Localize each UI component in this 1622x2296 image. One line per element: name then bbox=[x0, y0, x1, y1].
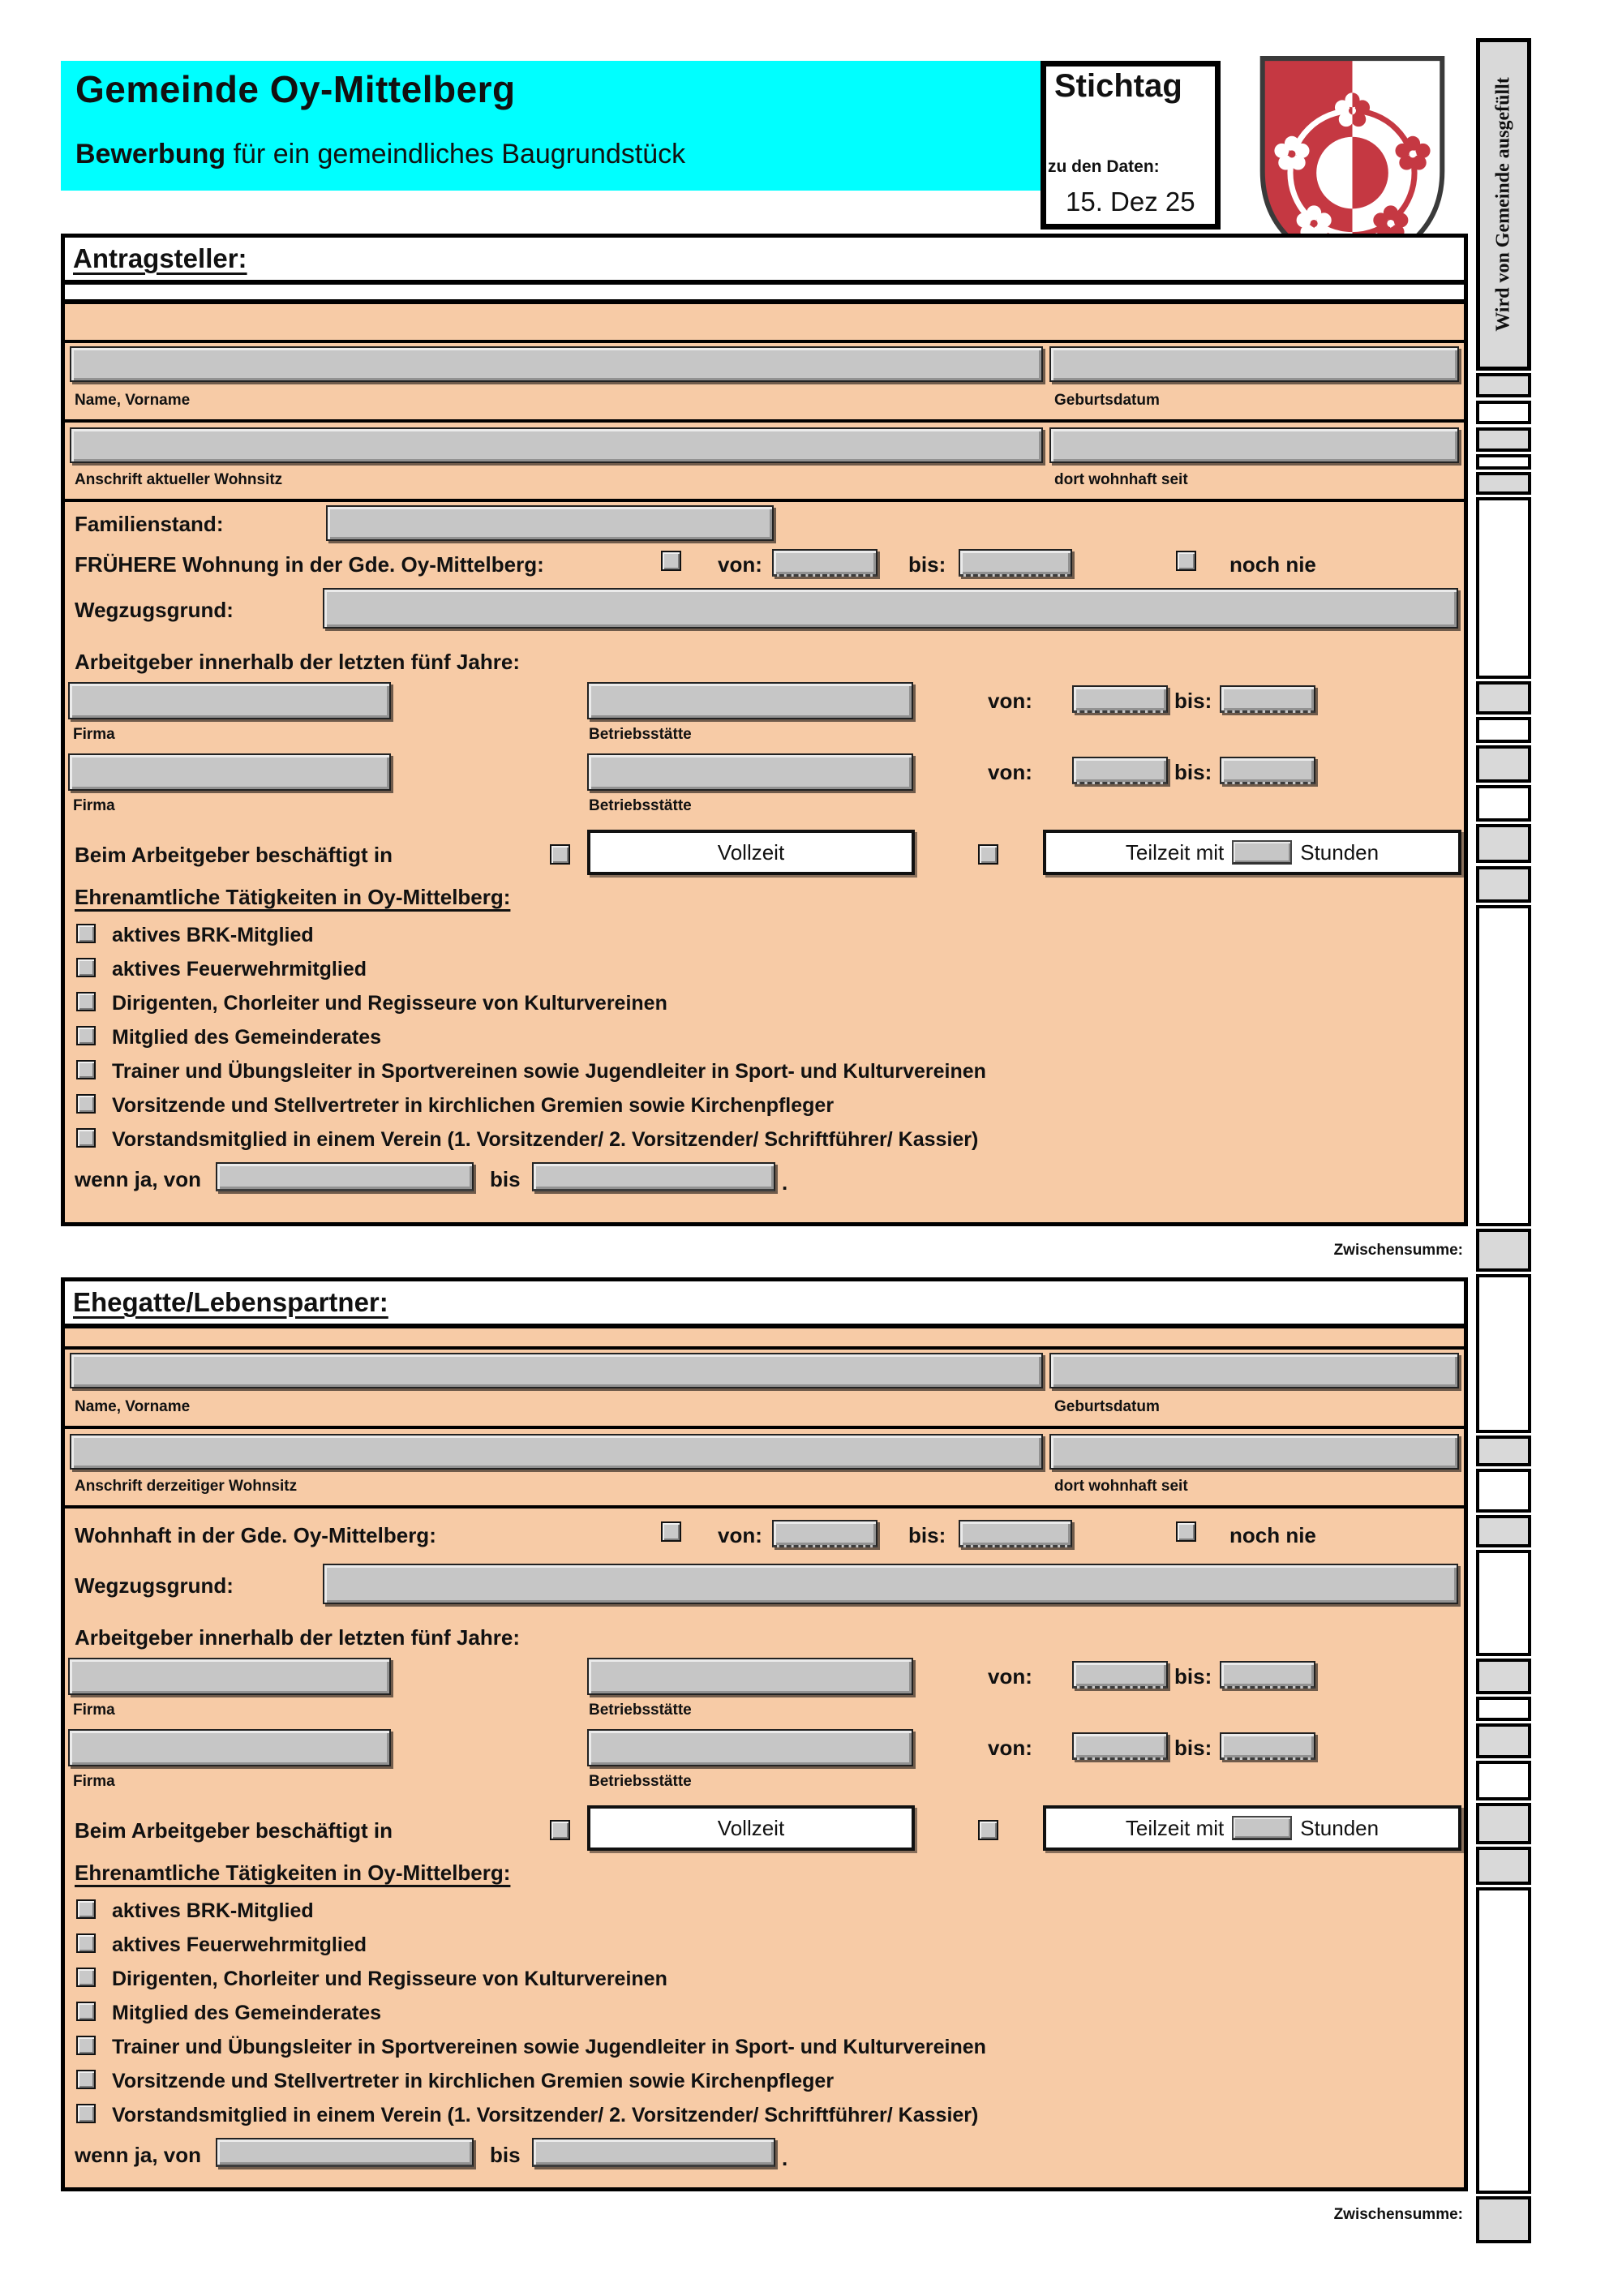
fulltime-checkbox[interactable] bbox=[550, 844, 570, 865]
if-yes-to-input[interactable] bbox=[532, 2138, 775, 2167]
honorary-item-label: Vorstandsmitglied in einem Verein (1. Vorsitzender/ 2. Vorsitzender/ Schriftführer/ Kassier) bbox=[112, 2104, 979, 2126]
from-label: von: bbox=[718, 1523, 762, 1547]
honorary-item-label: aktives Feuerwehrmitglied bbox=[112, 1933, 367, 1956]
official-use-cell[interactable] bbox=[1476, 1723, 1531, 1758]
employment-from-input[interactable] bbox=[1072, 1661, 1168, 1689]
site-label: Betriebsstätte bbox=[589, 797, 692, 814]
official-use-cell[interactable] bbox=[1476, 1550, 1531, 1656]
marital-status-input[interactable] bbox=[326, 505, 774, 541]
company-input[interactable] bbox=[68, 753, 391, 791]
subtotal-label: Zwischensumme: bbox=[1333, 1242, 1463, 1259]
honorary-checkbox[interactable] bbox=[76, 2104, 96, 2123]
subtotal-label: Zwischensumme: bbox=[1333, 2206, 1463, 2223]
previous-residence-checkbox[interactable] bbox=[661, 551, 681, 571]
employment-label: Beim Arbeitgeber beschäftigt in bbox=[75, 1818, 393, 1843]
company-label: Firma bbox=[73, 797, 115, 814]
official-use-cell[interactable] bbox=[1476, 427, 1531, 452]
fulltime-label: Vollzeit bbox=[717, 839, 785, 865]
address-input[interactable] bbox=[70, 427, 1043, 463]
spacer-band bbox=[65, 1328, 1464, 1350]
section-title: Antragsteller: bbox=[73, 243, 247, 273]
company-input[interactable] bbox=[68, 1729, 391, 1766]
employment-to-input[interactable] bbox=[1220, 1732, 1315, 1760]
honorary-item-label: aktives BRK-Mitglied bbox=[112, 1899, 314, 1922]
section-spouse bbox=[61, 1277, 1468, 2191]
spacer-band bbox=[65, 304, 1464, 343]
to-label: bis: bbox=[908, 552, 946, 577]
official-use-cell[interactable] bbox=[1476, 401, 1531, 424]
move-away-reason-label: Wegzugsgrund: bbox=[75, 1573, 234, 1598]
honorary-checkbox[interactable] bbox=[76, 1968, 96, 1987]
company-label: Firma bbox=[73, 1702, 115, 1719]
residing-since-input[interactable] bbox=[1049, 427, 1459, 463]
official-use-cell[interactable] bbox=[1476, 681, 1531, 715]
parttime-hours-input[interactable] bbox=[1232, 840, 1292, 865]
from-label: von: bbox=[718, 552, 762, 577]
official-use-cell[interactable] bbox=[1476, 1469, 1531, 1513]
honorary-item-label: Trainer und Übungsleiter in Sportvereinen sowie Jugendleiter in Sport- und Kulturvereinen bbox=[112, 2036, 986, 2058]
fulltime-box bbox=[587, 830, 915, 875]
from-date-input[interactable] bbox=[772, 549, 878, 577]
official-use-cell[interactable] bbox=[1476, 785, 1531, 822]
if-yes-from-input[interactable] bbox=[216, 2138, 474, 2167]
company-input[interactable] bbox=[68, 1658, 391, 1695]
to-date-input[interactable] bbox=[959, 549, 1072, 577]
company-label: Firma bbox=[73, 726, 115, 743]
official-use-cell[interactable] bbox=[1476, 1847, 1531, 1885]
official-use-cell[interactable] bbox=[1476, 454, 1531, 470]
move-away-reason-label: Wegzugsgrund: bbox=[75, 598, 234, 622]
fulltime-checkbox[interactable] bbox=[550, 1820, 570, 1840]
official-use-cell[interactable] bbox=[1476, 1803, 1531, 1844]
honorary-checkbox[interactable] bbox=[76, 1094, 96, 1114]
site-label: Betriebsstätte bbox=[589, 1773, 692, 1790]
parttime-hours-input[interactable] bbox=[1232, 1816, 1292, 1840]
honorary-checkbox[interactable] bbox=[76, 1933, 96, 1953]
honorary-item-label: Mitglied des Gemeinderates bbox=[112, 2002, 382, 2024]
employment-to-input[interactable] bbox=[1220, 685, 1315, 713]
to-label: bis: bbox=[1174, 689, 1212, 713]
section-title-band bbox=[65, 238, 1464, 285]
employment-to-input[interactable] bbox=[1220, 1661, 1315, 1689]
residing-since-input[interactable] bbox=[1049, 1434, 1459, 1470]
residing-since-label: dort wohnhaft seit bbox=[1054, 471, 1188, 488]
honorary-item-label: Vorsitzende und Stellvertreter in kirchlichen Gremien sowie Kirchenpfleger bbox=[112, 1094, 835, 1117]
honorary-checkbox[interactable] bbox=[76, 2036, 96, 2055]
honorary-item-label: Dirigenten, Chorleiter und Regisseure von Kulturvereinen bbox=[112, 1968, 667, 1990]
from-label: von: bbox=[988, 689, 1032, 713]
form-subtitle-bold: Bewerbung bbox=[75, 139, 226, 170]
site-input[interactable] bbox=[587, 682, 913, 719]
divider-band bbox=[65, 285, 1464, 304]
honorary-checkbox[interactable] bbox=[76, 1899, 96, 1919]
if-yes-to-input[interactable] bbox=[532, 1162, 775, 1191]
residing-since-label: dort wohnhaft seit bbox=[1054, 1478, 1188, 1495]
deadline-box bbox=[1041, 61, 1221, 230]
if-yes-period: . bbox=[782, 1170, 788, 1195]
official-use-cell[interactable] bbox=[1476, 1659, 1531, 1694]
birthdate-input[interactable] bbox=[1049, 346, 1459, 382]
deadline-title: Stichtag bbox=[1054, 68, 1182, 104]
if-yes-label: wenn ja, von bbox=[75, 1167, 202, 1191]
if-yes-to-label: bis bbox=[490, 1167, 521, 1191]
if-yes-to-label: bis bbox=[490, 2143, 521, 2167]
honorary-item-label: Mitglied des Gemeinderates bbox=[112, 1026, 382, 1049]
parttime-checkbox[interactable] bbox=[978, 844, 998, 865]
company-label: Firma bbox=[73, 1773, 115, 1790]
parttime-suffix: Stunden bbox=[1300, 839, 1380, 865]
honorary-item-label: Dirigenten, Chorleiter und Regisseure von Kulturvereinen bbox=[112, 992, 667, 1015]
header-banner bbox=[61, 61, 1041, 191]
name-label: Name, Vorname bbox=[75, 1398, 191, 1415]
birthdate-label: Geburtsdatum bbox=[1054, 1398, 1160, 1415]
from-label: von: bbox=[988, 1736, 1032, 1760]
site-input[interactable] bbox=[587, 1658, 913, 1695]
honorary-checkbox[interactable] bbox=[76, 2002, 96, 2021]
honorary-heading: Ehrenamtliche Tätigkeiten in Oy-Mittelberg: bbox=[75, 1860, 511, 1885]
fulltime-label: Vollzeit bbox=[717, 1815, 785, 1840]
official-use-cell[interactable] bbox=[1476, 866, 1531, 903]
parttime-prefix: Teilzeit mit bbox=[1125, 839, 1225, 865]
official-use-cell[interactable] bbox=[1476, 905, 1531, 1226]
company-input[interactable] bbox=[68, 682, 391, 719]
official-use-cell[interactable] bbox=[1476, 1436, 1531, 1466]
honorary-item-label: Vorstandsmitglied in einem Verein (1. Vorsitzender/ 2. Vorsitzender/ Schriftführer/ Kassier) bbox=[112, 1128, 979, 1151]
official-use-cell[interactable] bbox=[1476, 1274, 1531, 1433]
never-checkbox[interactable] bbox=[1176, 1521, 1196, 1542]
honorary-item-label: aktives Feuerwehrmitglied bbox=[112, 958, 367, 981]
to-date-input[interactable] bbox=[959, 1520, 1072, 1547]
from-label: von: bbox=[988, 760, 1032, 784]
section-title-band bbox=[65, 1281, 1464, 1328]
address-label: Anschrift aktueller Wohnsitz bbox=[75, 471, 283, 488]
form-subtitle-rest: für ein gemeindliches Baugrundstück bbox=[225, 139, 686, 170]
employment-to-input[interactable] bbox=[1220, 757, 1315, 784]
birthdate-input[interactable] bbox=[1049, 1353, 1459, 1388]
form-subtitle bbox=[75, 139, 685, 170]
if-yes-period: . bbox=[782, 2146, 788, 2170]
parttime-box bbox=[1043, 830, 1461, 875]
site-input[interactable] bbox=[587, 1729, 913, 1766]
official-use-cell[interactable] bbox=[1476, 1515, 1531, 1547]
official-use-cell[interactable] bbox=[1476, 373, 1531, 397]
honorary-item-label: aktives BRK-Mitglied bbox=[112, 924, 314, 946]
name-input[interactable] bbox=[70, 346, 1043, 382]
site-input[interactable] bbox=[587, 753, 913, 791]
honorary-heading: Ehrenamtliche Tätigkeiten in Oy-Mittelberg: bbox=[75, 885, 511, 909]
parttime-suffix: Stunden bbox=[1300, 1815, 1380, 1840]
address-label: Anschrift derzeitiger Wohnsitz bbox=[75, 1478, 298, 1495]
site-label: Betriebsstätte bbox=[589, 726, 692, 743]
honorary-checkbox[interactable] bbox=[76, 924, 96, 943]
name-label: Name, Vorname bbox=[75, 392, 191, 409]
employers-heading: Arbeitgeber innerhalb der letzten fünf Jahre: bbox=[75, 650, 520, 674]
official-use-cell[interactable] bbox=[1476, 745, 1531, 783]
official-use-cell[interactable] bbox=[1476, 497, 1531, 679]
municipality-title: Gemeinde Oy-Mittelberg bbox=[75, 68, 516, 110]
subtotal-row bbox=[61, 1230, 1468, 1271]
honorary-item-label: Vorsitzende und Stellvertreter in kirchlichen Gremien sowie Kirchenpfleger bbox=[112, 2070, 835, 2092]
honorary-checkbox[interactable] bbox=[76, 1060, 96, 1079]
parttime-box bbox=[1043, 1805, 1461, 1851]
birthdate-label: Geburtsdatum bbox=[1054, 392, 1160, 409]
previous-residence-label: FRÜHERE Wohnung in der Gde. Oy-Mittelberg: bbox=[75, 552, 544, 577]
previous-residence-checkbox[interactable] bbox=[661, 1521, 681, 1542]
from-date-input[interactable] bbox=[772, 1520, 878, 1547]
honorary-checkbox[interactable] bbox=[76, 1128, 96, 1148]
official-use-cell[interactable] bbox=[1476, 472, 1531, 495]
parttime-checkbox[interactable] bbox=[978, 1820, 998, 1840]
honorary-checkbox[interactable] bbox=[76, 1026, 96, 1045]
official-use-column-header bbox=[1476, 38, 1531, 371]
section-applicant bbox=[61, 234, 1468, 1226]
fulltime-box bbox=[587, 1805, 915, 1851]
if-yes-from-input[interactable] bbox=[216, 1162, 474, 1191]
to-label: bis: bbox=[1174, 1736, 1212, 1760]
to-label: bis: bbox=[1174, 760, 1212, 784]
official-use-cell[interactable] bbox=[1476, 824, 1531, 863]
marital-status-label: Familienstand: bbox=[75, 512, 224, 536]
official-use-cell[interactable] bbox=[1476, 1761, 1531, 1800]
official-use-cell[interactable] bbox=[1476, 717, 1531, 743]
never-label: noch nie bbox=[1229, 1523, 1316, 1547]
employment-from-input[interactable] bbox=[1072, 757, 1168, 784]
previous-residence-label: Wohnhaft in der Gde. Oy-Mittelberg: bbox=[75, 1523, 436, 1547]
official-use-column-label: Wird von Gemeinde ausgefüllt bbox=[1492, 77, 1514, 332]
move-away-reason-input[interactable] bbox=[323, 1564, 1458, 1604]
if-yes-label: wenn ja, von bbox=[75, 2143, 202, 2167]
address-input[interactable] bbox=[70, 1434, 1043, 1470]
honorary-checkbox[interactable] bbox=[76, 958, 96, 977]
to-label: bis: bbox=[908, 1523, 946, 1547]
employment-label: Beim Arbeitgeber beschäftigt in bbox=[75, 843, 393, 867]
deadline-date: 15. Dez 25 bbox=[1066, 187, 1195, 217]
honorary-checkbox[interactable] bbox=[76, 992, 96, 1011]
official-use-cell[interactable] bbox=[1476, 1229, 1531, 1272]
official-use-cell[interactable] bbox=[1476, 1697, 1531, 1721]
honorary-checkbox[interactable] bbox=[76, 2070, 96, 2089]
employment-from-input[interactable] bbox=[1072, 1732, 1168, 1760]
deadline-caption: zu den Daten: bbox=[1048, 157, 1160, 176]
never-label: noch nie bbox=[1229, 552, 1316, 577]
employers-heading: Arbeitgeber innerhalb der letzten fünf Jahre: bbox=[75, 1625, 520, 1650]
official-use-cell[interactable] bbox=[1476, 2196, 1531, 2243]
official-use-cell[interactable] bbox=[1476, 1887, 1531, 2194]
never-checkbox[interactable] bbox=[1176, 551, 1196, 571]
subtotal-row bbox=[61, 2195, 1468, 2235]
site-label: Betriebsstätte bbox=[589, 1702, 692, 1719]
from-label: von: bbox=[988, 1664, 1032, 1689]
move-away-reason-input[interactable] bbox=[323, 588, 1458, 629]
to-label: bis: bbox=[1174, 1664, 1212, 1689]
employment-from-input[interactable] bbox=[1072, 685, 1168, 713]
honorary-item-label: Trainer und Übungsleiter in Sportvereinen sowie Jugendleiter in Sport- und Kulturvereinen bbox=[112, 1060, 986, 1083]
parttime-prefix: Teilzeit mit bbox=[1125, 1815, 1225, 1840]
section-title: Ehegatte/Lebenspartner: bbox=[73, 1287, 388, 1317]
name-input[interactable] bbox=[70, 1353, 1043, 1388]
